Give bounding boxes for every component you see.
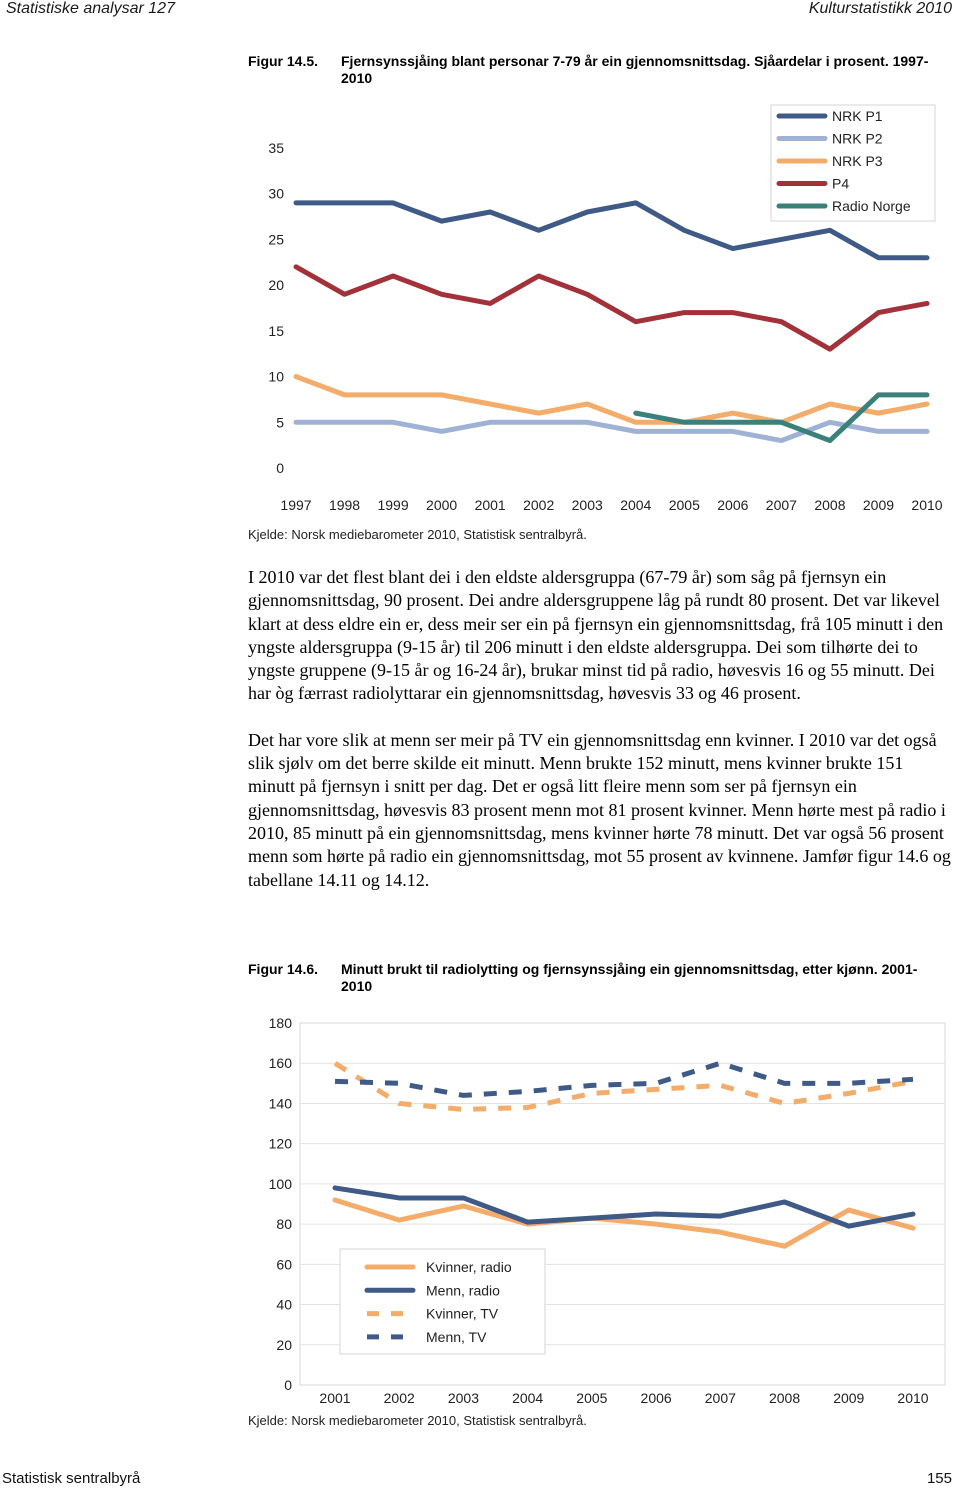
legend-label-kvinner-tv: Kvinner, TV	[426, 1305, 499, 1322]
series-line-nrk-p3	[296, 377, 927, 423]
body-paragraph-1: I 2010 var det flest blant dei i den eldste aldersgruppa (67-79 år) som såg på fjernsyn ein gjennomsnittsdag, 90 prosent. Dei andre aldersgruppene låg på rundt 80 prosent. Det var likevel klart at dess eldre ein er, dess meir ser ein på fjernsyn ein gjennomsnittsdag, frå 105 minutt i den yngste aldersgruppa (9-15 år) til 206 minutt i den eldste aldersgruppa. Dei som tilhørte dei to yngste gruppene (9-15 år og 16-24 år), brukar minst tid på radio, høvesvis 16 og 55 minutt. Dei har òg færrast radiolyttarar ein gjennomsnittsdag, høvesvis 33 og 46 prosent.	[248, 567, 944, 704]
legend-label-menn-tv: Menn, TV	[426, 1328, 487, 1345]
legend-label-nrk-p1: NRK P1	[832, 108, 883, 124]
y-tick-label: 20	[276, 1336, 292, 1353]
body-text	[248, 566, 953, 915]
y-tick-label: 15	[268, 322, 284, 339]
line-chart-1	[0, 0, 960, 530]
body-paragraph-2: Det har vore slik at menn ser meir på TV ein gjennomsnittsdag enn kvinner. I 2010 var det også slik sjølv om det berre skilde eit minutt. Menn brukte 152 minutt, mens kvinner brukte 151 minutt på fjernsyn i snitt per dag. Det er også litt fleire menn som ser på fjernsyn ein gjennomsnittsdag, høvesvis 83 prosent menn mot 81 prosent kvinner. Menn hørte mest på radio i 2010, 85 minutt på ein gjennomsnittsdag, mens kvinner hørte 78 minutt. Det var også 56 prosent menn som hørte på radio ein gjennomsnittsdag, mot 55 prosent av kvinnene. Jamfør figur 14.6 og tabellane 14.11 og 14.12.	[248, 729, 951, 890]
y-tick-label: 160	[268, 1055, 292, 1072]
x-tick-label: 1999	[377, 497, 409, 513]
y-tick-label: 5	[276, 414, 284, 431]
x-tick-label: 2007	[704, 1390, 736, 1406]
x-tick-label: 2009	[862, 497, 895, 513]
y-tick-label: 0	[276, 460, 284, 476]
y-tick-label: 20	[268, 277, 284, 294]
y-tick-label: 180	[268, 1015, 292, 1031]
y-tick-label: 80	[276, 1216, 292, 1233]
y-tick-label: 100	[268, 1175, 292, 1192]
legend-label-radio-norge: Radio Norge	[832, 198, 911, 214]
x-tick-label: 2003	[447, 1390, 480, 1406]
footer-right: 155	[926, 1470, 952, 1487]
y-tick-label: 0	[284, 1377, 292, 1393]
x-tick-label: 2005	[576, 1390, 608, 1406]
figure2-label: Figur 14.6.	[248, 961, 319, 977]
line-chart-2	[0, 995, 960, 1415]
y-tick-label: 140	[268, 1095, 292, 1112]
legend-label-menn-radio: Menn, radio	[426, 1282, 500, 1299]
x-tick-label: 2009	[833, 1390, 865, 1406]
header-left: Statistiske analysar 127	[6, 0, 175, 17]
y-tick-label: 120	[268, 1135, 292, 1152]
x-tick-label: 2002	[523, 497, 555, 513]
x-tick-label: 2001	[474, 497, 506, 513]
legend-label-nrk-p3: NRK P3	[832, 153, 883, 169]
y-tick-label: 10	[268, 368, 284, 385]
x-tick-label: 2005	[668, 497, 700, 513]
y-tick-label: 25	[268, 231, 284, 248]
y-tick-label: 30	[268, 185, 284, 202]
x-tick-label: 2008	[814, 497, 846, 513]
series-line-p4	[296, 267, 927, 349]
header-right: Kulturstatistikk 2010	[808, 0, 952, 17]
x-tick-label: 2002	[383, 1390, 415, 1406]
x-tick-label: 2003	[571, 497, 603, 513]
x-tick-label: 2004	[512, 1390, 544, 1406]
figure2-title: Minutt brukt til radiolytting og fjernsynssjåing ein gjennomsnittsdag, etter kjønn. 2001-2010	[341, 961, 918, 994]
x-tick-label: 2006	[640, 1390, 672, 1406]
y-tick-label: 40	[276, 1296, 292, 1313]
x-tick-label: 2008	[768, 1390, 801, 1406]
x-tick-label: 1998	[328, 497, 361, 513]
y-tick-label: 35	[268, 140, 284, 156]
figure1-label: Figur 14.5.	[248, 53, 319, 69]
x-tick-label: 2000	[426, 497, 458, 513]
figure1-title: Fjernsynssjåing blant personar 7-79 år ein gjennomsnittsdag. Sjåardelar i prosent. 1997-2010	[341, 53, 929, 86]
legend-label-p4: P4	[832, 175, 850, 192]
x-tick-label: 2010	[911, 497, 943, 513]
legend-label-nrk-p2: NRK P2	[832, 130, 883, 147]
x-tick-label: 2006	[717, 497, 749, 513]
x-tick-label: 2004	[620, 497, 652, 513]
x-tick-label: 2001	[319, 1390, 351, 1406]
figure2-source: Kjelde: Norsk mediebarometer 2010, Statistisk sentralbyrå.	[248, 1413, 587, 1428]
x-tick-label: 2007	[765, 497, 797, 513]
figure1-source: Kjelde: Norsk mediebarometer 2010, Statistisk sentralbyrå.	[248, 527, 587, 542]
footer-left: Statistisk sentralbyrå	[2, 1470, 141, 1487]
series-line-kvinner-radio	[335, 1200, 913, 1246]
y-tick-label: 60	[276, 1256, 292, 1273]
x-tick-label: 2010	[897, 1390, 929, 1406]
x-tick-label: 1997	[280, 497, 312, 513]
legend-label-kvinner-radio: Kvinner, radio	[426, 1259, 512, 1275]
